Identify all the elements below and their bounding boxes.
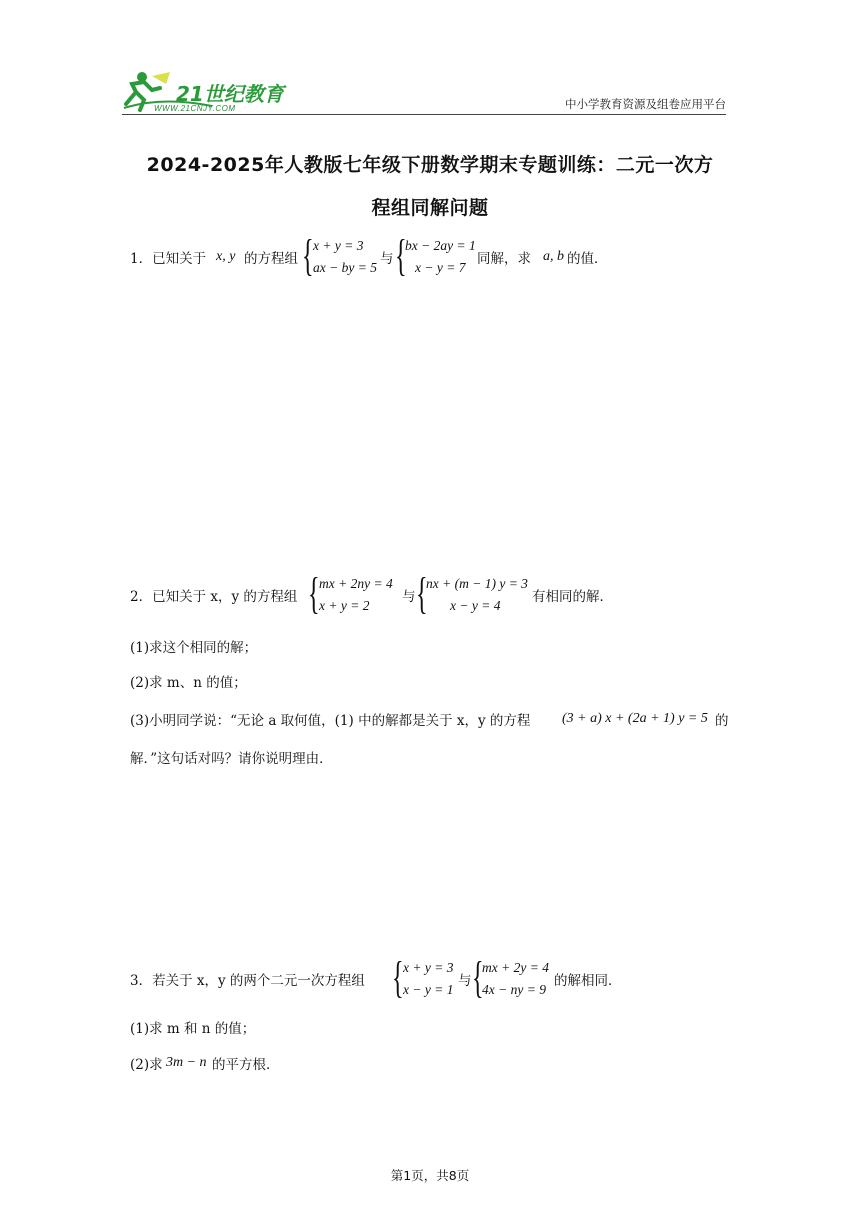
q2-part3-equation: (3 + a) x + (2a + 1) y = 5 [562, 711, 708, 726]
q1-brace-2: { [395, 231, 407, 280]
page-title-line1: 2024-2025年人教版七年级下册数学期末专题训练：二元一次方 [146, 154, 714, 176]
q3-join: 与 [458, 973, 472, 989]
q3-brace-2: { [472, 953, 484, 1002]
q3-sys2-eq2: 4x − ny = 9 [482, 982, 546, 997]
q2-sys2-eq2: x − y = 4 [450, 598, 501, 613]
q3-tail: 的解相同． [554, 973, 622, 989]
logo-url: WWW.21CNJY.COM [154, 104, 236, 113]
q2-part2: (2)求 m、n 的值； [130, 675, 247, 691]
q2-part3-c: 解．”这句话对吗？请你说明理由． [130, 751, 333, 767]
question-3 [130, 953, 750, 1078]
q1-tail1: 同解，求 [477, 251, 531, 267]
q3-sys2-eq1: mx + 2y = 4 [482, 960, 549, 975]
q1-sys1-eq1: x + y = 3 [313, 238, 364, 253]
q1-sys2-eq1: bx − 2ay = 1 [405, 238, 476, 253]
q2-sys2-eq1: nx + (m − 1) y = 3 [426, 576, 528, 591]
q2-intro: 2．已知关于 x，y 的方程组 [130, 589, 298, 605]
q2-part1: (1)求这个相同的解； [130, 640, 258, 656]
question-2 [130, 569, 750, 784]
q2-part3-b: 的 [715, 713, 729, 729]
q2-tail: 有相同的解． [532, 589, 613, 605]
q2-join: 与 [402, 589, 416, 605]
q2-sys1-eq2: x + y = 2 [319, 598, 370, 613]
q1-sys2-eq2: x − y = 7 [415, 260, 466, 275]
q3-part2-b: 的平方根． [212, 1057, 280, 1073]
q3-part1: (1)求 m 和 n 的值； [130, 1021, 256, 1037]
question-1 [130, 231, 730, 286]
platform-name: 中小学教育资源及组卷应用平台 [565, 97, 726, 111]
q3-brace-1: { [392, 953, 404, 1002]
q1-mid: 的方程组 [244, 251, 298, 267]
q2-part3-a: (3)小明同学说：“无论 a 取何值，(1) 中的解都是关于 x，y 的方程 [130, 713, 531, 729]
q1-join: 与 [380, 251, 394, 267]
q2-brace-2: { [416, 569, 428, 618]
q1-brace-1: { [302, 231, 314, 280]
page-footer: 第1页，共8页 [390, 1168, 470, 1183]
q2-sys1-eq1: mx + 2ny = 4 [319, 576, 393, 591]
q3-part2-expression: 3m − n [166, 1055, 207, 1070]
q2-brace-1: { [308, 569, 320, 618]
q3-sys1-eq1: x + y = 3 [403, 960, 454, 975]
q3-sys1-eq2: x − y = 1 [403, 982, 454, 997]
q1-ab: a, b [543, 249, 564, 264]
q3-part2-a: (2)求 [130, 1057, 163, 1073]
header-divider [122, 114, 726, 115]
logo-text: 21世纪教育 [176, 82, 284, 106]
page-title-line2: 程组同解问题 [371, 197, 489, 219]
q3-intro: 3．若关于 x，y 的两个二元一次方程组 [130, 973, 365, 989]
q1-vars: x, y [216, 249, 236, 264]
q1-tail2: 的值． [567, 251, 608, 267]
q1-intro: 1．已知关于 [130, 251, 207, 267]
q1-sys1-eq2: ax − by = 5 [313, 260, 377, 275]
